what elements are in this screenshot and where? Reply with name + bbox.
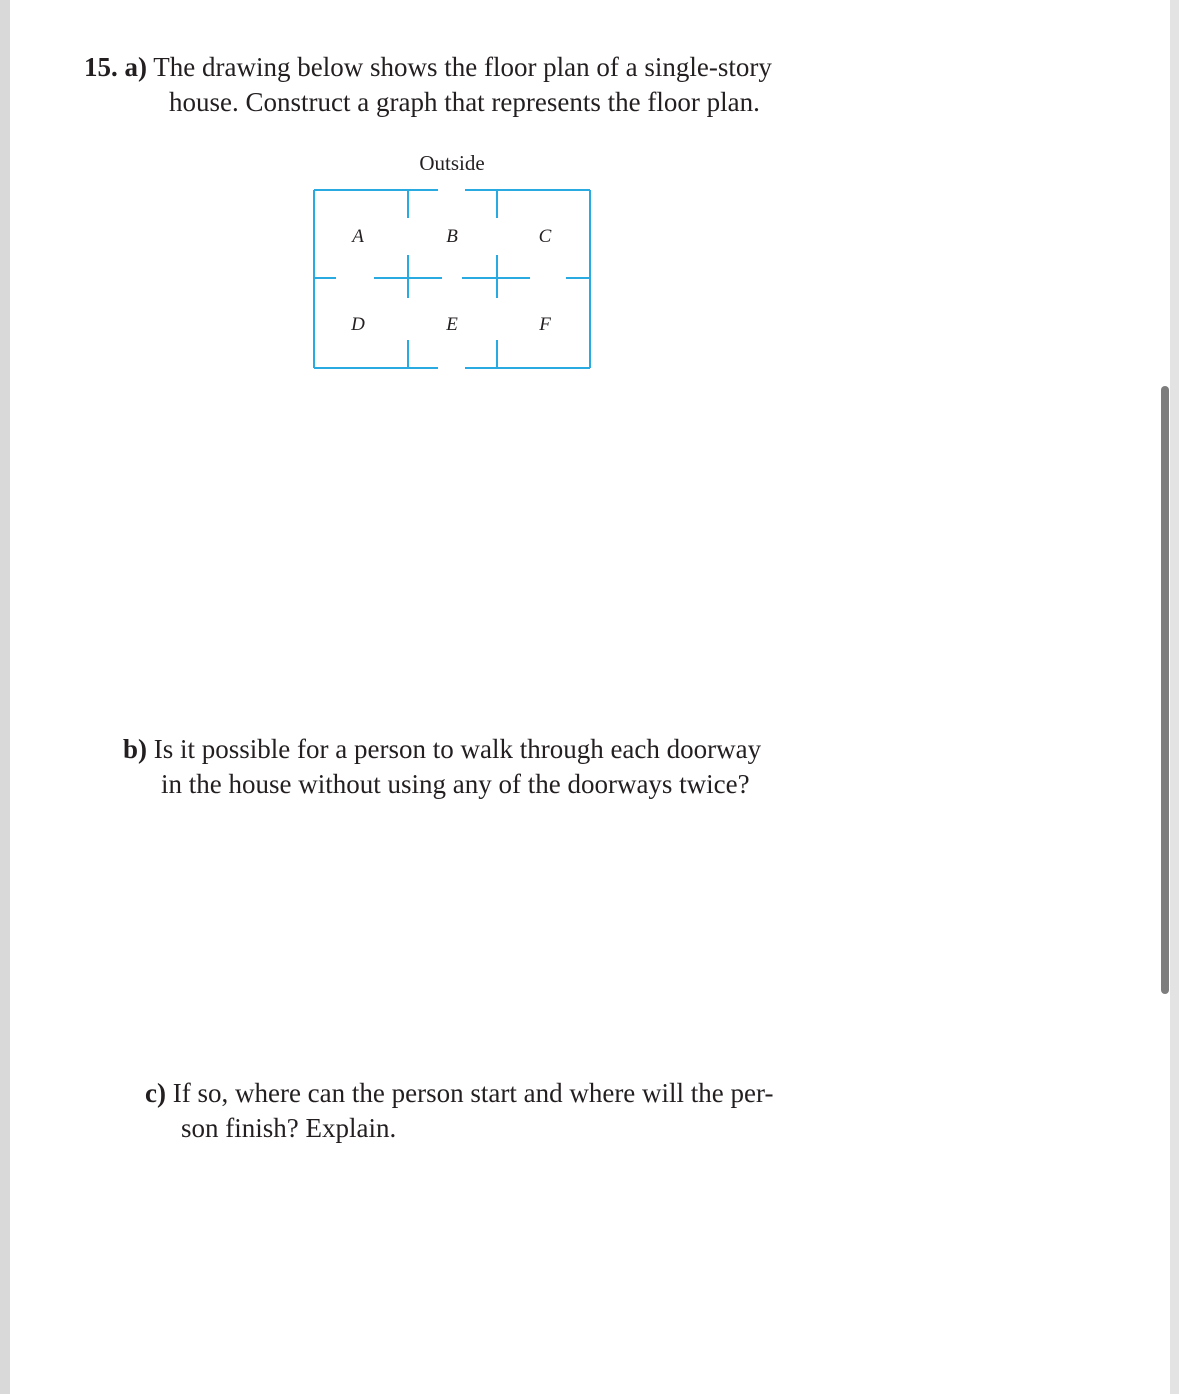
part-c-letter: c) xyxy=(145,1078,166,1108)
problem-number: 15. xyxy=(84,52,118,82)
room-b-label: B xyxy=(446,226,458,247)
part-a-letter: a) xyxy=(124,52,147,82)
part-c-text-line2: son finish? Explain. xyxy=(181,1113,397,1143)
window-edge xyxy=(1170,0,1179,1394)
room-a-label: A xyxy=(352,226,364,247)
question-c-line1 xyxy=(145,1076,773,1110)
floor-plan-walls xyxy=(314,190,590,368)
room-c-label: C xyxy=(538,226,552,247)
floor-plan-diagram xyxy=(300,140,610,380)
part-c-text-line1: If so, where can the person start and where will the per- xyxy=(172,1078,774,1108)
outside-label: Outside xyxy=(419,151,485,175)
room-e-label: E xyxy=(446,314,458,335)
question-b-line1 xyxy=(123,732,761,766)
part-b-text-line1: Is it possible for a person to walk through each doorway xyxy=(153,734,762,764)
room-d-label: D xyxy=(351,314,365,335)
part-a-text-line1: The drawing below shows the floor plan of a single-story xyxy=(153,52,772,82)
vertical-scrollbar[interactable] xyxy=(1161,386,1169,994)
part-b-letter: b) xyxy=(123,734,148,764)
part-a-text-line2: house. Construct a graph that represents the floor plan. xyxy=(169,87,760,117)
question-a-line1 xyxy=(84,50,772,84)
room-f-label: F xyxy=(539,314,551,335)
part-b-text-line2: in the house without using any of the doorways twice? xyxy=(161,769,750,799)
